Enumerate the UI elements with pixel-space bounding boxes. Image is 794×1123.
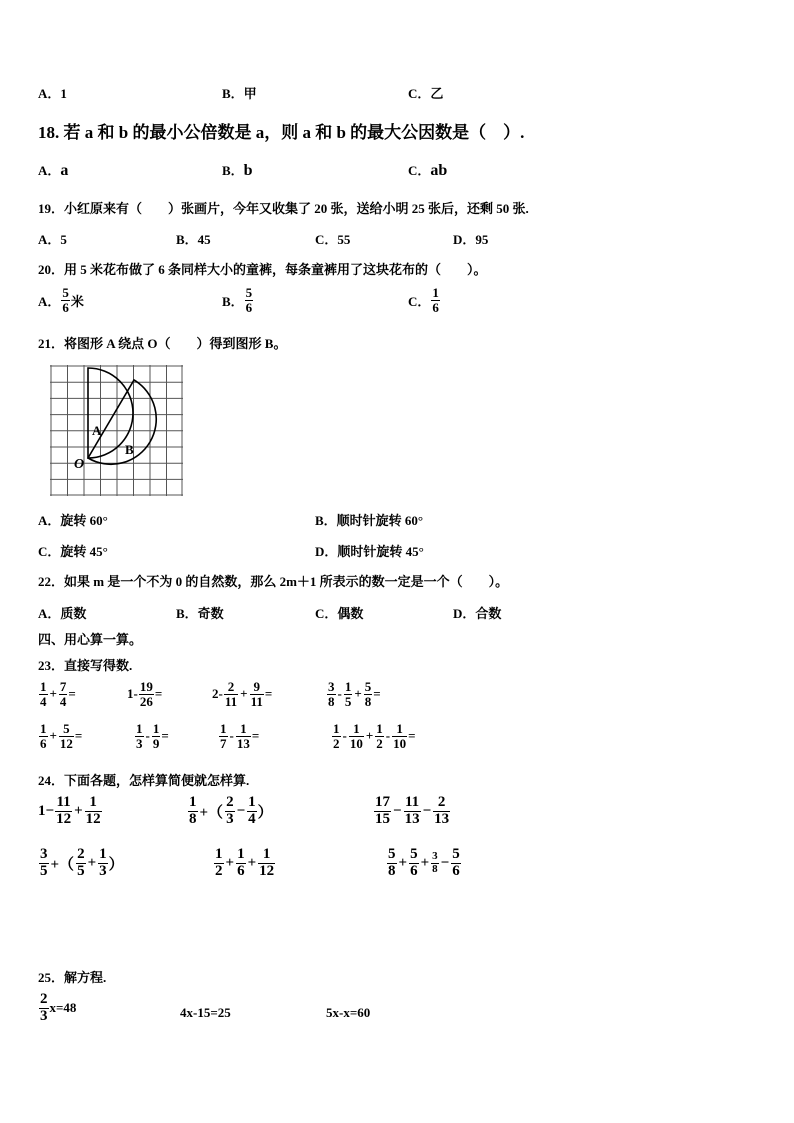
q24-expr-5: $\frac{1}{2}$ + $\frac{1}{6}$ + $\frac{1}{12}$ <box>215 846 275 879</box>
fraction: $\frac{5}{8}$ <box>388 846 396 879</box>
fraction: $\frac{3}{8}$ <box>328 679 335 709</box>
fraction: $\frac{1}{4}$ <box>248 794 256 827</box>
fraction: $\frac{1}{9}$ <box>152 721 160 751</box>
q18-option-a-value: a <box>60 162 69 179</box>
q19-option-a: A．5 <box>38 232 67 247</box>
q19-option-d: D．95 <box>453 232 489 247</box>
q20-question: 20．用 5 米花布做了 6 条同样大小的童裤，每条童裤用了这块花布的（ ）。 <box>38 262 487 277</box>
fraction: $\frac{5}{6}$ <box>62 285 69 315</box>
q18-option-c-value: ab <box>430 162 448 179</box>
fraction: $\frac{1}{2}$ <box>215 846 223 879</box>
q22-option-d: D．合数 <box>453 606 502 621</box>
fraction: $\frac{5}{6}$ <box>245 285 253 315</box>
fraction: $\frac{2}{13}$ <box>434 794 450 827</box>
q17-option-a: A．1 <box>38 86 67 101</box>
fraction: $\frac{9}{11}$ <box>250 679 263 709</box>
q17-option-b: B．甲 <box>222 86 257 101</box>
q23-expr-1: $\frac{1}{4}$ + $\frac{7}{4}$ = <box>40 679 76 709</box>
fraction: $\frac{7}{4}$ <box>59 679 67 709</box>
q20-option-b-label: B． <box>222 293 244 309</box>
q25-equation-1: $\frac{2}{3}$ x=48 <box>40 991 77 1024</box>
q18-option-c <box>408 160 447 180</box>
q24-expr-1: 1− $\frac{11}{12}$ + $\frac{1}{12}$ <box>38 794 101 827</box>
q24-expr-4: $\frac{3}{5}$ +（ $\frac{2}{5}$ + $\frac{1}{3}$ ） <box>40 846 124 879</box>
fraction: $\frac{1}{3}$ <box>99 846 107 879</box>
fraction: $\frac{1}{4}$ <box>40 679 47 709</box>
fraction: $\frac{5}{6}$ <box>410 846 418 879</box>
q21-option-d: D．顺时针旋转 45° <box>315 544 424 559</box>
label-o: O <box>74 457 85 472</box>
fraction: $\frac{2}{11}$ <box>224 679 238 709</box>
q20-option-c-label: C． <box>408 293 431 309</box>
q23-expr-8: $\frac{1}{2}$ - $\frac{1}{10}$ + $\frac{1}{2}$ - $\frac{1}{10}$ = <box>333 721 416 751</box>
q24-expr-2: $\frac{1}{8}$ +（ $\frac{2}{3}$ − $\frac{1}{4}$ ） <box>189 794 273 827</box>
fraction: $\frac{3}{8}$ <box>432 850 438 875</box>
q19-option-b: B．45 <box>176 232 211 247</box>
q21-option-a: A．旋转 60° <box>38 513 108 528</box>
q20-option-a-label: A． <box>38 293 61 309</box>
q23-expr-3: 2- $\frac{2}{11}$ + $\frac{9}{11}$ = <box>212 679 273 709</box>
q19-option-c: C．55 <box>315 232 351 247</box>
fraction: $\frac{11}{12}$ <box>56 794 72 827</box>
fraction: $\frac{2}{5}$ <box>77 846 85 879</box>
fraction: $\frac{1}{7}$ <box>220 721 227 751</box>
fraction: $\frac{1}{8}$ <box>189 794 197 827</box>
q17-option-c: C．乙 <box>408 86 444 101</box>
q18-option-c-label: C． <box>408 163 431 178</box>
fraction: $\frac{17}{15}$ <box>375 794 390 827</box>
fraction: $\frac{1}{10}$ <box>393 721 407 751</box>
q23-expr-5: $\frac{1}{6}$ + $\frac{5}{12}$ = <box>40 721 83 751</box>
q25-equation-3: 5x-x=60 <box>326 1005 371 1020</box>
q20-unit: 米 <box>70 293 84 309</box>
q18-option-a <box>38 160 68 180</box>
fraction: $\frac{1}{2}$ <box>333 721 340 751</box>
q18-option-b-label: B． <box>222 163 244 178</box>
fraction: $\frac{19}{26}$ <box>139 679 153 709</box>
fraction: $\frac{1}{12}$ <box>259 846 275 879</box>
q25-title: 25．解方程. <box>38 970 107 985</box>
q24-expr-6: $\frac{5}{8}$ + $\frac{5}{6}$ + $\frac{3}{8}$ − $\frac{5}{6}$ <box>388 846 460 879</box>
fraction: $\frac{11}{13}$ <box>404 794 420 827</box>
q18-question: 18. 若 a 和 b 的最小公倍数是 a，则 a 和 b 的最大公因数是（ ）. <box>38 123 525 142</box>
q22-option-c: C．偶数 <box>315 606 364 621</box>
q23-title: 23．直接写得数. <box>38 658 133 673</box>
fraction: $\frac{1}{6}$ <box>432 285 439 315</box>
q22-question: 22．如果 m 是一个不为 0 的自然数，那么 2m＋1 所表示的数一定是一个（ ）。 <box>38 574 509 589</box>
q20-option-c <box>408 286 441 314</box>
grid <box>50 365 183 496</box>
fraction: $\frac{5}{12}$ <box>59 721 73 751</box>
q20-option-b <box>222 286 254 314</box>
label-b: B <box>125 442 134 457</box>
fraction: $\frac{3}{5}$ <box>40 846 48 879</box>
q23-expr-4: $\frac{3}{8}$ - $\frac{1}{5}$ + $\frac{5}{8}$ = <box>328 679 381 709</box>
q21-question: 21．将图形 A 绕点 O（ ）得到图形 B。 <box>38 336 287 351</box>
fraction: $\frac{1}{5}$ <box>344 679 352 709</box>
q18-option-b-value: b <box>243 162 253 179</box>
q21-option-c: C．旋转 45° <box>38 544 108 559</box>
q23-expr-6: $\frac{1}{3}$ - $\frac{1}{9}$ = <box>136 721 169 751</box>
rotation-figure <box>50 365 184 496</box>
q25-equation-2: 4x-15=25 <box>180 1005 231 1020</box>
q23-expr-7: $\frac{1}{7}$ - $\frac{1}{13}$ = <box>220 721 260 751</box>
fraction: $\frac{1}{12}$ <box>85 794 101 827</box>
q23-expr-2: 1- $\frac{19}{26}$ = <box>127 679 163 709</box>
q22-option-a: A．质数 <box>38 606 87 621</box>
label-a: A <box>92 423 102 438</box>
fraction: $\frac{1}{2}$ <box>376 721 383 751</box>
q24-title: 24．下面各题，怎样算简便就怎样算. <box>38 773 250 788</box>
q22-option-b: B．奇数 <box>176 606 224 621</box>
fraction: $\frac{1}{3}$ <box>136 721 143 751</box>
fraction: $\frac{5}{8}$ <box>364 679 372 709</box>
q21-option-b: B．顺时针旋转 60° <box>315 513 424 528</box>
fraction: $\frac{1}{13}$ <box>236 721 250 751</box>
fraction: $\frac{1}{10}$ <box>349 721 363 751</box>
q24-expr-3: $\frac{17}{15}$ − $\frac{11}{13}$ − $\frac{2}{13}$ <box>375 794 450 827</box>
q19-question: 19．小红原来有（ ）张画片，今年又收集了 20 张，送给小明 25 张后，还剩 50 张. <box>38 201 529 216</box>
fraction: $\frac{2}{3}$ <box>226 794 234 827</box>
fraction: $\frac{1}{6}$ <box>40 721 47 751</box>
fraction: $\frac{5}{6}$ <box>452 846 460 879</box>
q18-option-b <box>222 160 253 180</box>
fraction: $\frac{1}{6}$ <box>237 846 245 879</box>
q18-option-a-label: A． <box>38 163 61 178</box>
fraction: $\frac{2}{3}$ <box>40 991 48 1024</box>
q20-option-a <box>38 286 84 314</box>
section-heading: 四、用心算一算。 <box>38 632 143 647</box>
